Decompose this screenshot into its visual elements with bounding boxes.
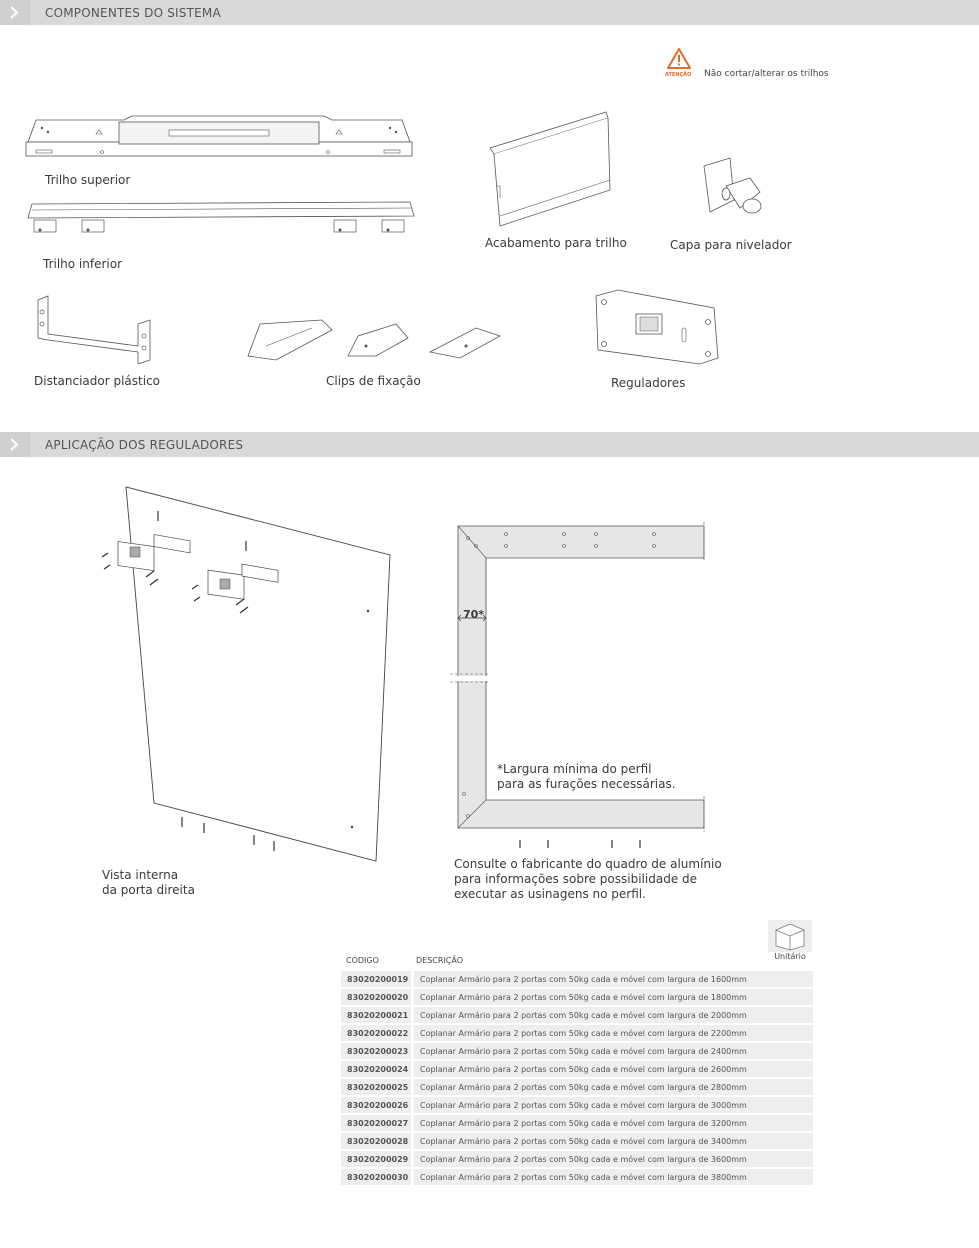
vista-line-2: da porta direita: [102, 883, 195, 897]
profile-drawing: [446, 520, 716, 854]
row-desc: Coplanar Armário para 2 portas com 50kg cada e móvel com largura de 1800mm: [411, 989, 813, 1005]
row-desc: Coplanar Armário para 2 portas com 50kg cada e móvel com largura de 1600mm: [411, 971, 813, 987]
row-code: 83020200030: [341, 1169, 411, 1185]
row-code: 83020200028: [341, 1133, 411, 1149]
warning-triangle-icon: [666, 47, 692, 75]
row-code: 83020200027: [341, 1115, 411, 1131]
reguladores-drawing: [594, 288, 724, 372]
table-row: [341, 1151, 813, 1167]
note-line-2: para as furações necessárias.: [497, 777, 676, 791]
label-distanciador: Distanciador plástico: [34, 374, 161, 388]
row-desc: Coplanar Armário para 2 portas com 50kg cada e móvel com largura de 2000mm: [411, 1007, 813, 1023]
row-code: 83020200024: [341, 1061, 411, 1077]
table-header: [341, 954, 813, 969]
table-row: [341, 989, 813, 1005]
trilho-inferior-drawing: [26, 196, 416, 246]
row-desc: Coplanar Armário para 2 portas com 50kg cada e móvel com largura de 3200mm: [411, 1115, 813, 1131]
row-desc: Coplanar Armário para 2 portas com 50kg cada e móvel com largura de 3600mm: [411, 1151, 813, 1167]
label-clips: Clips de fixação: [326, 374, 421, 388]
consult-note: [454, 857, 722, 902]
vista-caption: [102, 868, 195, 898]
chevron-right-icon: [9, 6, 19, 19]
vista-line-1: Vista interna: [102, 868, 179, 882]
row-desc: Coplanar Armário para 2 portas com 50kg cada e móvel com largura de 2600mm: [411, 1061, 813, 1077]
row-code: 83020200025: [341, 1079, 411, 1095]
table-row: [341, 971, 813, 987]
section-title: COMPONENTES DO SISTEMA: [45, 6, 221, 20]
table-row: [341, 1043, 813, 1059]
product-table: [341, 952, 813, 1187]
clips-drawing: [246, 316, 506, 370]
note-line-1: *Largura mínima do perfil: [497, 762, 652, 776]
section-header-componentes: [0, 0, 979, 25]
row-desc: Coplanar Armário para 2 portas com 50kg cada e móvel com largura de 2400mm: [411, 1043, 813, 1059]
row-code: 83020200029: [341, 1151, 411, 1167]
chevron-right-icon: [9, 438, 19, 451]
table-row: [341, 1169, 813, 1185]
label-trilho-inferior: Trilho inferior: [43, 257, 123, 271]
capa-drawing: [700, 156, 770, 226]
label-capa: Capa para nivelador: [670, 238, 792, 252]
row-code: 83020200026: [341, 1097, 411, 1113]
col-code-header: CÓDIGO: [346, 955, 379, 965]
row-desc: Coplanar Armário para 2 portas com 50kg cada e móvel com largura de 3800mm: [411, 1169, 813, 1185]
dimension-label: 70*: [463, 608, 485, 621]
section-tab: [0, 432, 30, 457]
col-desc-header: DESCRIÇÃO: [416, 955, 464, 965]
row-code: 83020200023: [341, 1043, 411, 1059]
table-row: [341, 1097, 813, 1113]
acabamento-drawing: [486, 108, 616, 242]
unit-label: Unitário: [774, 952, 806, 961]
distanciador-drawing: [34, 294, 158, 368]
row-desc: Coplanar Armário para 2 portas com 50kg cada e móvel com largura de 2200mm: [411, 1025, 813, 1041]
row-code: 83020200020: [341, 989, 411, 1005]
row-desc: Coplanar Armário para 2 portas com 50kg cada e móvel com largura de 2800mm: [411, 1079, 813, 1095]
row-desc: Coplanar Armário para 2 portas com 50kg cada e móvel com largura de 3400mm: [411, 1133, 813, 1149]
table-row: [341, 1133, 813, 1149]
warning-badge: ATENÇÃO: [665, 72, 692, 78]
row-desc: Coplanar Armário para 2 portas com 50kg cada e móvel com largura de 3000mm: [411, 1097, 813, 1113]
section-tab: [0, 0, 30, 25]
row-code: 83020200022: [341, 1025, 411, 1041]
consult-line-3: executar as usinagens no perfil.: [454, 887, 646, 901]
row-code: 83020200019: [341, 971, 411, 987]
table-row: [341, 1025, 813, 1041]
table-row: [341, 1007, 813, 1023]
label-trilho-superior: Trilho superior: [45, 173, 131, 187]
table-row: [341, 1061, 813, 1077]
consult-line-1: Consulte o fabricante do quadro de alumínio: [454, 857, 722, 871]
table-row: [341, 1079, 813, 1095]
door-drawing: [100, 485, 400, 869]
table-row: [341, 1115, 813, 1131]
section-title: APLICAÇÃO DOS REGULADORES: [45, 438, 244, 452]
row-code: 83020200021: [341, 1007, 411, 1023]
consult-line-2: para informações sobre possibilidade de: [454, 872, 698, 886]
section-header-aplicacao: [0, 432, 979, 457]
label-reguladores: Reguladores: [611, 376, 686, 390]
profile-note: [497, 762, 676, 792]
label-acabamento: Acabamento para trilho: [485, 236, 627, 250]
trilho-superior-drawing: [24, 112, 414, 166]
warning-text: Não cortar/alterar os trilhos: [704, 69, 829, 79]
box-icon: [768, 920, 812, 952]
